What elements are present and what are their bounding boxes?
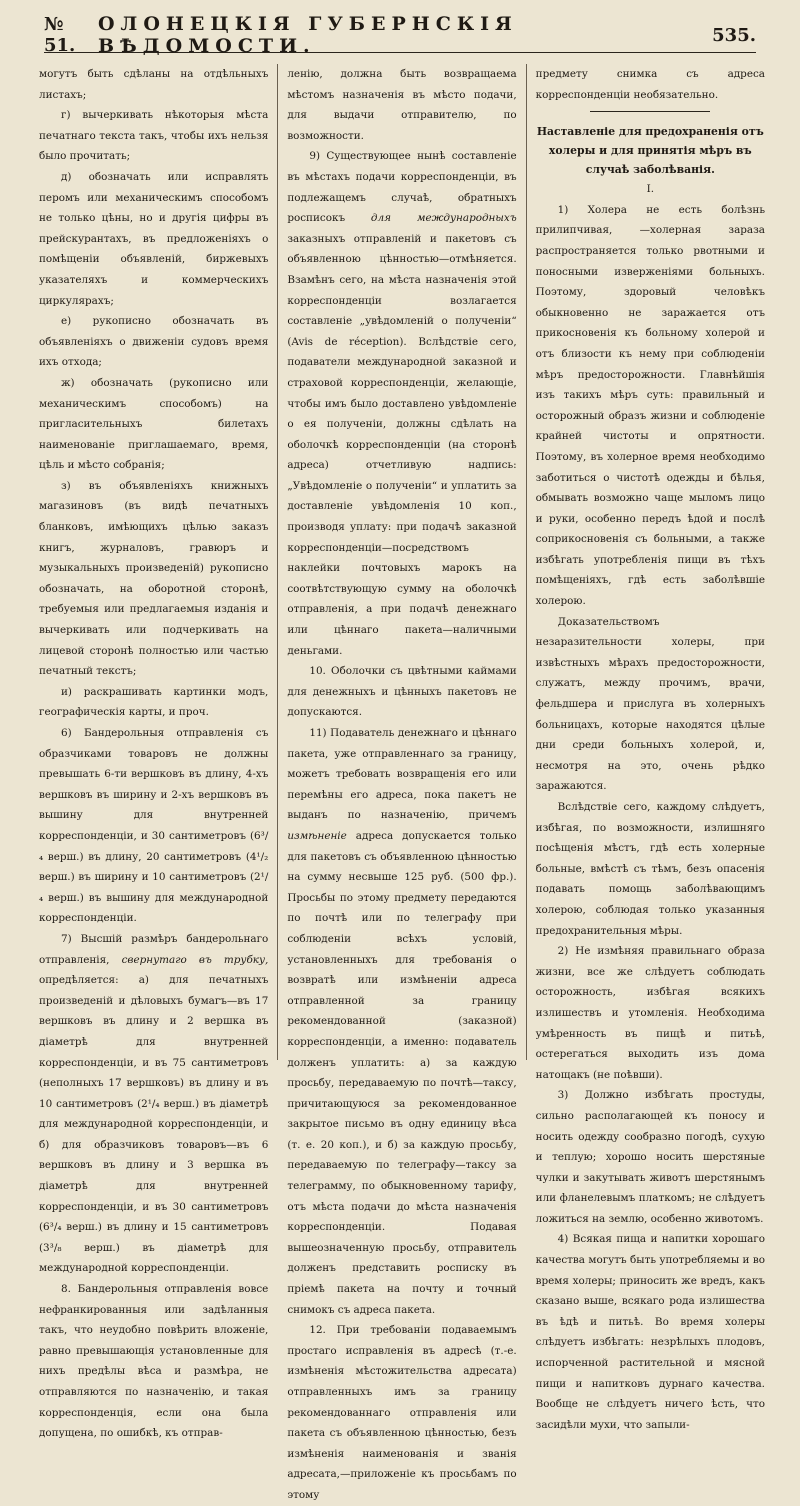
- column-2: [277, 64, 525, 1501]
- paragraph: предмету снимка съ адреса корреспонденціи необязательно.: [535, 68, 765, 101]
- section-title: Наставленіе для предохраненія отъ холеры и для принятія мѣръ въ случаѣ заболѣванія.: [536, 125, 764, 177]
- paragraph: 4) Всякая пища и напитки хорошаго качества могутъ быть употребляемы и во время холеры; приносить же вредъ, какъ сказано выше, всякаго рода излишества въ ѣдѣ и питьѣ. Во время холеры слѣдуетъ избѣгать: незрѣлыхъ плодовъ, испорченной растительной и мясной пищи и напитковъ дурнаго качества. Вообще не слѣдуетъ ничего ѣсть, что засидѣли мухи, что запыли-: [535, 1233, 765, 1431]
- text-columns: [30, 64, 774, 1501]
- paragraph: 8. Бандерольныя отправленія вовсе нефранкированныя или задѣланныя такъ, что неудобно повѣрить вложеніе, равно превышающія установленные для нихъ предѣлы вѣса и размѣра, не отправляются по назначенію, и такая корреспонденція, если она была допущена, по ошибкѣ, къ отправ-: [39, 1283, 269, 1440]
- issue-number: № 51.: [44, 14, 76, 56]
- paragraph: Доказательствомъ незаразительности холеры, при извѣстныхъ мѣрахъ предосторожности, служатъ, между прочимъ, врачи, фельдшера и прислуга въ холерныхъ больницахъ, которые находятся цѣлые дни среди больныхъ холерой, и, несмотря на это, очень рѣдко заражаются.: [535, 615, 765, 793]
- paragraph: могутъ быть сдѣланы на отдѣльныхъ листахъ;: [39, 68, 269, 101]
- paragraph: з) въ объявленіяхъ книжныхъ магазиновъ (въ видѣ печатныхъ бланковъ, имѣющихъ цѣлью заказъ книгъ, журналовъ, гравюръ и музыкальныхъ произведеній) рукописно обозначать, на оборотной сторонѣ, требуемыя или предлагаемыя изданія и вычеркивать или подчеркивать на лицевой сторонѣ полностью или частью печатный текстъ;: [39, 479, 269, 678]
- paragraph: 3) Должно избѣгать простуды, сильно располагающей къ поносу и носить одежду сообразно погодѣ, сухую и теплую; хорошо носить шерстяные чулки и закутывать животъ шерстянымъ или фланелевымъ платкомъ; не слѣдуетъ ложиться на землю, особенно животомъ.: [535, 1089, 765, 1225]
- paragraph: д) обозначать или исправлять перомъ или механическимъ способомъ не только цѣны, но и другія цифры въ прейскурантахъ, въ предложеніяхъ о помѣщеніи объявленій, биржевыхъ указателяхъ и коммерческихъ циркулярахъ;: [39, 170, 269, 307]
- column-3: [526, 64, 774, 1431]
- page-number: 535.: [712, 24, 756, 46]
- paragraph: е) рукописно обозначать въ объявленіяхъ о движеніи судовъ время ихъ отхода;: [39, 315, 269, 369]
- paragraph: [287, 723, 516, 1320]
- paragraph: г) вычеркивать нѣкоторыя мѣста печатнаго текста такъ, чтобы ихъ нельзя было прочитать;: [39, 109, 269, 163]
- text-run: адреса допускается только для пакетовъ съ объявленною цѣнностью на сумму несвыше 125 руб. (500 фр.). Просьбы по этому предмету передаются по почтѣ или по телеграфу при соблюденіи всѣхъ условій, установленныхъ для требованія о возвратѣ или измѣненіи адреса отправленной за границу рекомендованной (заказной) корреспонденціи, а именно: подаватель долженъ уплатить: а) за каждую просьбу, передаваемую по почтѣ—таксу, причитающуюся за рекомендованное закрытое письмо въ одну единицу вѣса (т. е. 20 коп.), и б) за каждую просьбу, передаваемую по телеграфу—таксу за телеграмму, по обыкновенному тарифу, отъ мѣста подачи до мѣста назначенія корреспонденціи. Подавая вышеозначенную просьбу, отправитель долженъ представить росписку въ пріемѣ пакета на почту и точный снимокъ съ адреса пакета.: [287, 829, 517, 1316]
- paragraph: и) раскрашивать картинки модъ, географическія карты, и проч.: [39, 685, 269, 719]
- paragraph: 2) Не измѣняя правильнаго образа жизни, все же слѣдуетъ соблюдать осторожность, избѣгая всякихъ излишествъ и утомленія. Необходима умѣренность въ пищѣ и питьѣ, остерегаться выходить изъ дома натощакъ (не поѣвши).: [535, 945, 765, 1081]
- separator-rule: [590, 111, 710, 112]
- paragraph: [39, 929, 268, 1279]
- text-run: заказныхъ отправленій и пакетовъ съ объявленною цѣнностью—отмѣняется. Взамѣнъ сего, на мѣста назначенія этой корреспонденціи возлагается составленіе „увѣдомленій о полученіи“ (Avis de réception). Вслѣдствіе сего, подаватели международной заказной и страховой корреспонденціи, желающіе, чтобы имъ было доставлено увѣдомленіе о ея полученіи, должны сдѣлать на оболочкѣ корреспонденціи (на сторонѣ адреса) отчетливую надпись: „Увѣдомленіе о полученіи“ и уплатить за доставленіе увѣдомленія 10 коп., производя уплату: при подачѣ заказной корреспонденціи—посредствомъ наклейки почтовыхъ марокъ на соотвѣтствующую сумму на оболочкѣ отправленія, а при подачѣ денежнаго или цѣннаго пакета—наличными деньгами.: [287, 232, 517, 657]
- text-run: 9) Существующее нынѣ составленіе въ мѣстахъ подачи корреспонденціи, въ подлежащемъ случаѣ, обратныхъ росписокъ: [287, 150, 517, 225]
- paragraph: ленію, должна быть возвращаема мѣстомъ назначенія въ мѣсто подачи, для выдачи отправителю, по возможности.: [287, 68, 517, 142]
- column-1: [30, 64, 277, 1440]
- italic-run: для международныхъ: [370, 212, 517, 225]
- text-run: 11) Подаватель денежнаго и цѣннаго пакета, уже отправленнаго за границу, можетъ требовать возвращенія его или перемѣны его адреса, пока пакетъ не выданъ по назначенію, причемъ: [287, 727, 517, 822]
- text-run: 7) Высшій размѣръ бандерольнаго отправленія,: [39, 932, 269, 966]
- paragraph: 10. Оболочки съ цвѣтными каймами для денежныхъ и цѣнныхъ пакетовъ не допускаются.: [287, 665, 517, 719]
- paragraph: [287, 146, 516, 661]
- text-run: опредѣляется: а) для печатныхъ произведеній и дѣловыхъ бумагъ—въ 17 вершковъ въ длину и 2 вершка въ діаметрѣ для внутренней корреспонденціи, и въ 75 сантиметровъ (неполныхъ 17 вершковъ) въ длину и въ 10 сантиметровъ (2¹/₄ верш.) въ діаметрѣ для международной корреспонденціи, и б) для образчиковъ товаровъ—въ 6 вершковъ въ длину и 3 вершка въ діаметрѣ для внутренней корреспонденціи, и въ 30 сантиметровъ (6³/₄ верш.) въ длину и 15 сантиметровъ (3³/₈ верш.) въ діаметрѣ для международной корреспонденціи.: [39, 974, 269, 1275]
- italic-run: измѣненіе: [287, 829, 347, 842]
- paragraph: Вслѣдствіе сего, каждому слѣдуетъ, избѣгая, по возможности, излишняго посѣщенія мѣстъ, гдѣ есть холерные больные, вмѣстѣ съ тѣмъ, безъ опасенія подавать помощь заболѣвающимъ холерою, соблюдая только указанныя предохранительныя мѣры.: [535, 801, 765, 937]
- paragraph: 12. При требованіи подаваемымъ простаго исправленія въ адресѣ (т.-е. измѣненія мѣстожительства адресата) отправленныхъ имъ за границу рекомендованнаго отправленія или пакета съ объявленною цѣнностью, безъ измѣненія наименованія и званія адресата,—приложеніе къ просьбамъ по этому: [287, 1324, 517, 1501]
- section-number: I.: [646, 183, 655, 196]
- paragraph: ж) обозначать (рукописно или механическимъ способомъ) на пригласительныхъ билетахъ наименованіе приглашаемаго, время, цѣль и мѣсто собранія;: [39, 376, 269, 472]
- newspaper-title: ОЛОНЕЦКІЯ ГУБЕРНСКІЯ ВѢДОМОСТИ.: [98, 13, 518, 57]
- italic-run: свернутаго въ трубку,: [121, 953, 269, 966]
- paragraph: 6) Бандерольныя отправленія съ образчиками товаровъ не должны превышать 6-ти вершковъ въ длину, 4-хъ вершковъ въ ширину и 2-хъ вершковъ въ вышину для внутренней корреспонденціи, и 30 сантиметровъ (6³/₄ верш.) въ длину, 20 сантиметровъ (4¹/₂ верш.) въ ширину и 10 сантиметровъ (2¹/₄ верш.) въ вышину для международной корреспонденціи.: [39, 727, 269, 925]
- page-header: [44, 13, 756, 57]
- paragraph: 1) Холера не есть болѣзнь прилипчивая, —холерная зараза распространяется только рвотными и поносными изверженіями больныхъ. Поэтому, здоровый человѣкъ обыкновенно не заражается отъ прикосновенія къ больному холерой и отъ близости къ нему при соблюденіи мѣръ предосторожности. Главнѣйшія изъ такихъ мѣръ суть: правильный и осторожный образъ жизни и соблюденіе крайней чистоты и опрятности. Поэтому, въ холерное время необходимо заботиться о чистотѣ одежды и бѣлья, обмывать возможно чаще мыломъ лицо и руки, особенно передъ ѣдой и послѣ соприкосновенія съ больными, а также избѣгать употребленія пищи въ тѣхъ помѣщеніяхъ, гдѣ есть заболѣвшіе холерою.: [535, 203, 765, 608]
